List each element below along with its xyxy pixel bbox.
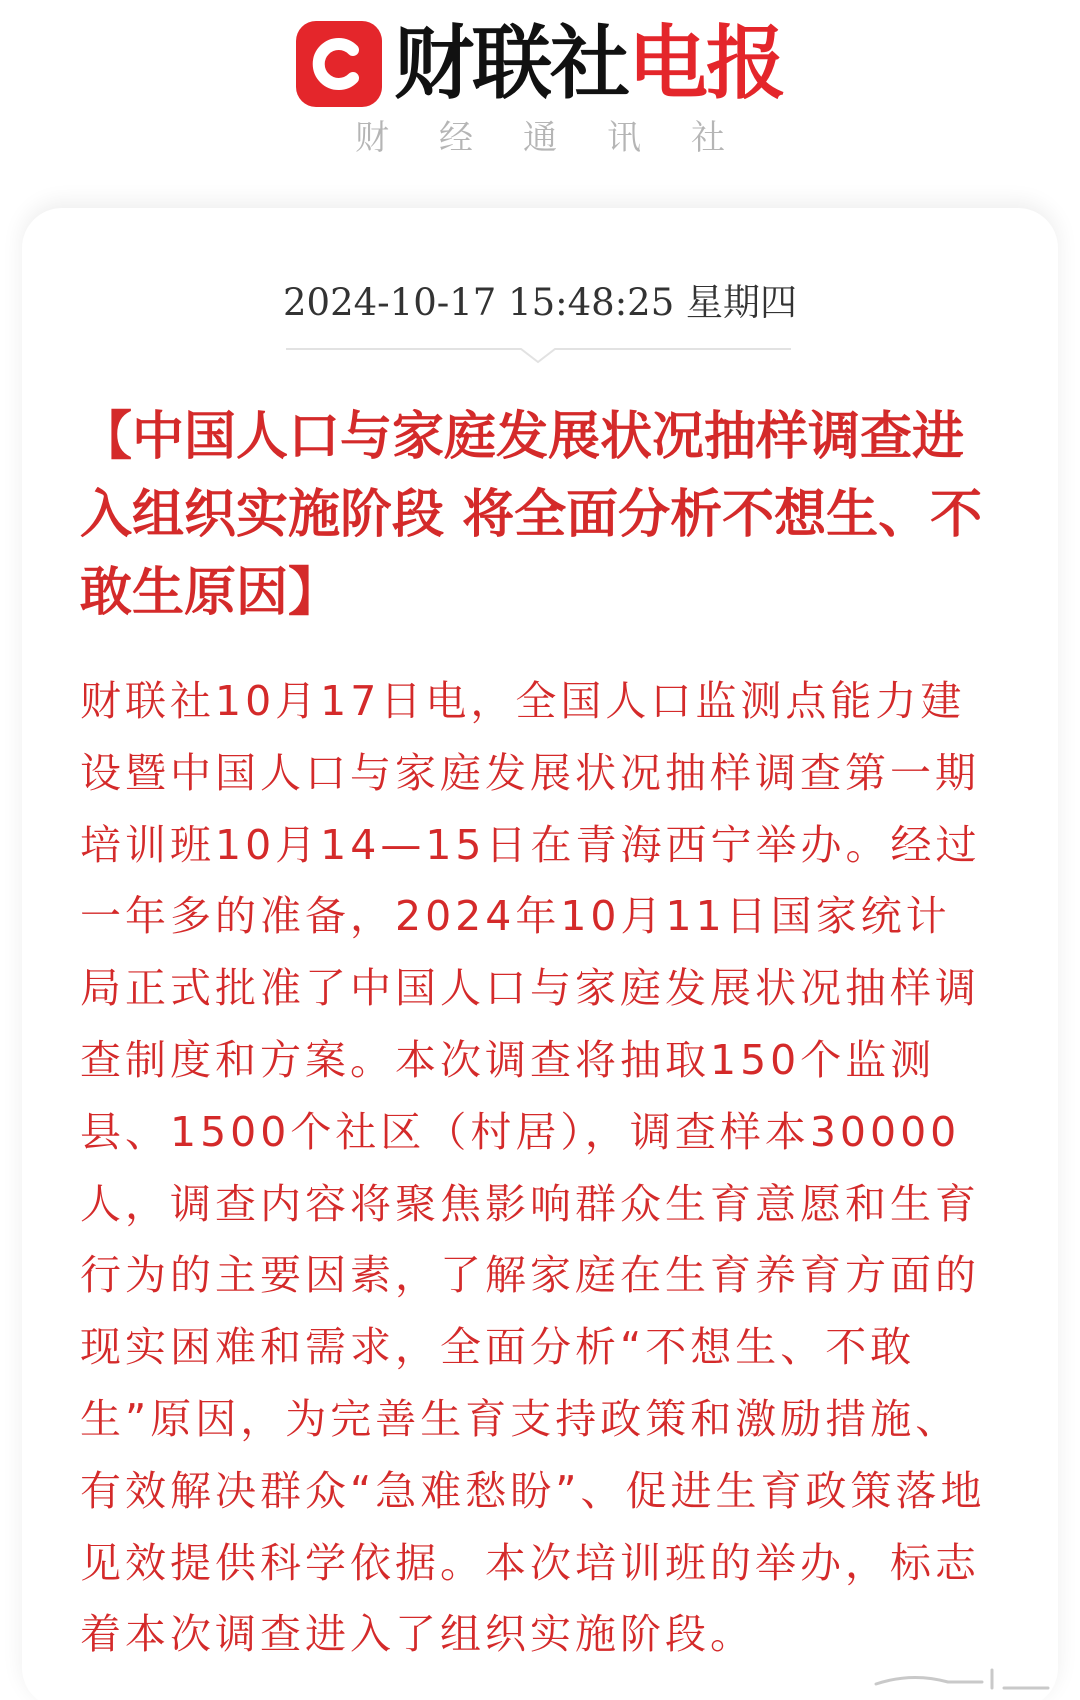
chevron-notch-icon <box>286 346 791 366</box>
article-headline: 【中国人口与家庭发展状况抽样调查进入组织实施阶段 将全面分析不想生、不敢生原因】 <box>80 406 983 623</box>
brand-name <box>394 14 784 114</box>
article-datetime: 2024-10-17 15:48:25 星期四 <box>282 281 798 324</box>
article-body: 财联社10月17日电，全国人口监测点能力建设暨中国人口与家庭发展状况抽样调查第一期培训班10月14—15日在青海西宁举办。经过一年多的准备，2024年10月11日国家统计局正式批准了中国人口与家庭发展状况抽样调查制度和方案。本次调查将抽取150个监测县、1500个社区（村居），调查样本30000人，调查内容将聚焦影响群众生育意愿和生育行为的主要因素，了解家庭在生育养育方面的现实困难和需求，全面分析“不想生、不敢生”原因，为完善生育支持政策和激励措施、有效解决群众“急难愁盼”、促进生育政策落地见效提供科学依据。本次培训班的举办，标志着本次调查进入了组织实施阶段。 <box>80 677 986 1659</box>
brand-subtitle: 财经通讯社 <box>355 118 775 158</box>
watermark-glyph-icon <box>872 1664 1052 1694</box>
brand-name-red: 电报 <box>628 17 784 110</box>
cls-logo-icon <box>296 21 382 107</box>
brand-name-black: 财联社 <box>394 17 628 110</box>
logo-c-glyph <box>309 34 369 94</box>
brand-header <box>0 14 1080 114</box>
watermark-strokes <box>872 1664 1052 1694</box>
